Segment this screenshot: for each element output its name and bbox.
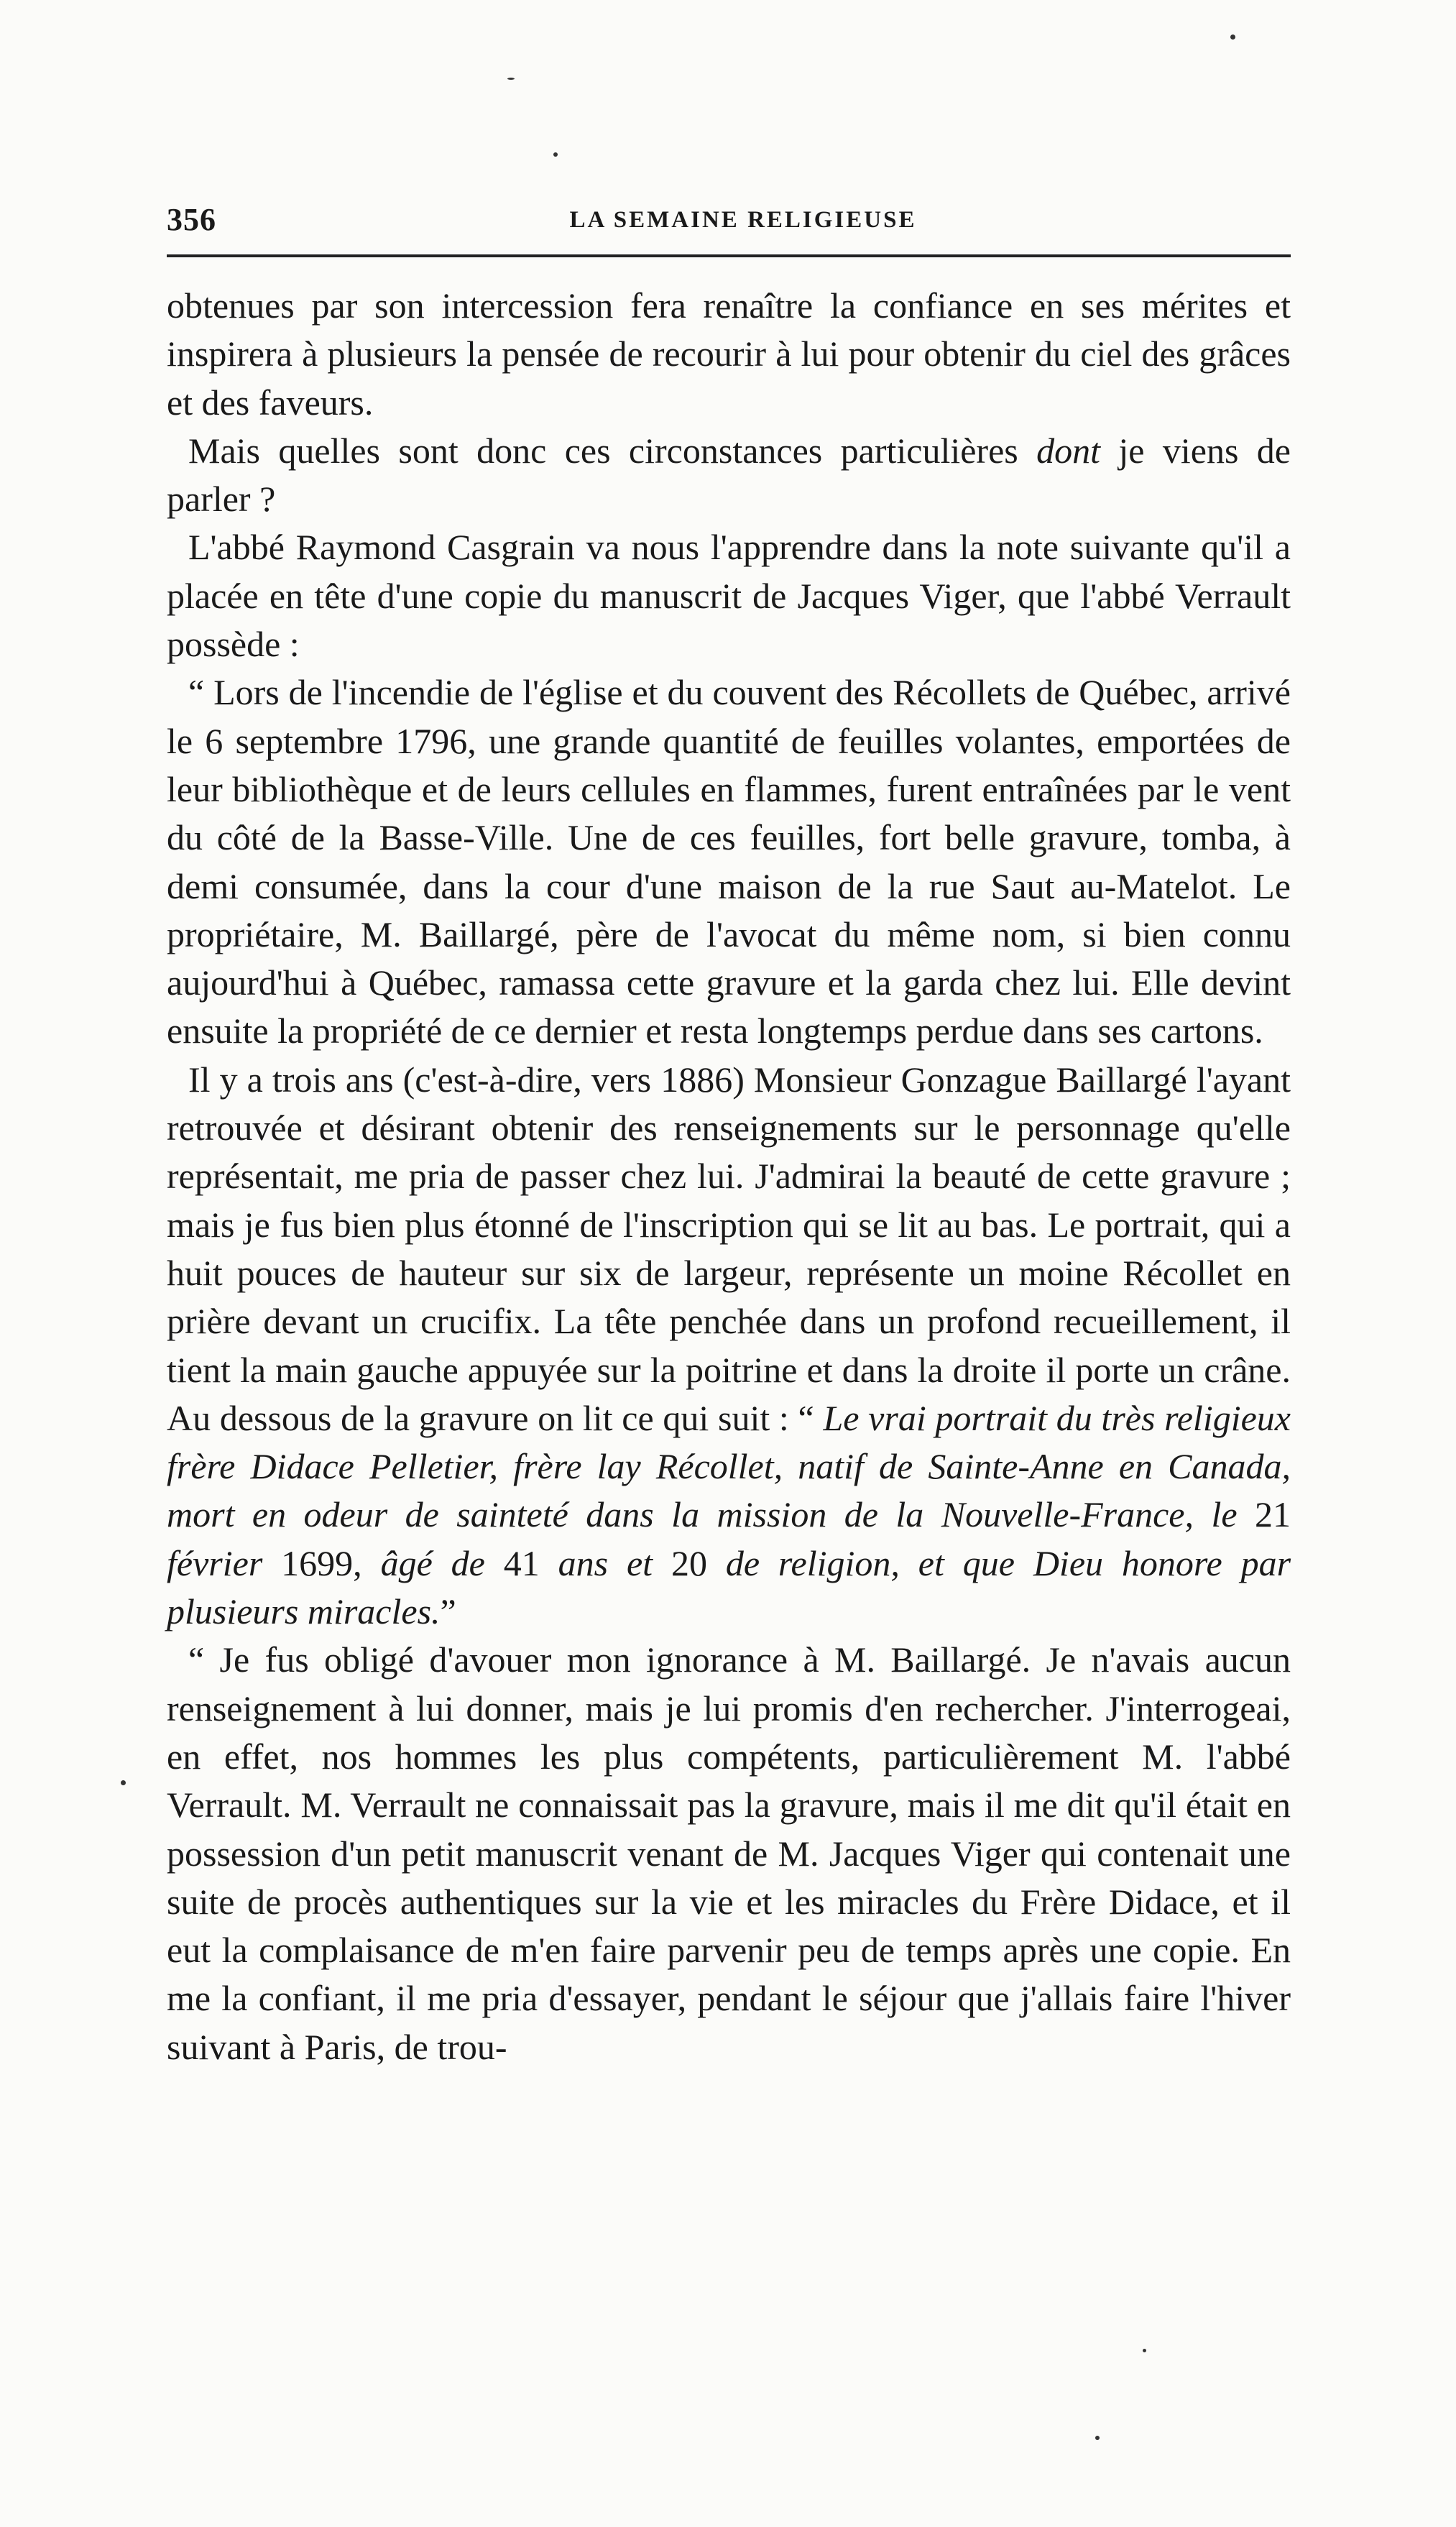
italic-text: de religion, et que Dieu honore par plusieurs miracles. xyxy=(167,1542,1291,1632)
paragraph-text: L'abbé Raymond Casgrain va nous l'apprendre dans la note suivante qu'il a placée en tête d'une copie du manuscrit de Jacques Viger, que l'abbé Verrault possède : xyxy=(167,527,1291,665)
paragraph xyxy=(167,427,1291,524)
page-number: 356 xyxy=(167,202,216,237)
scan-speck xyxy=(553,152,558,157)
paragraph xyxy=(167,1056,1291,1637)
paragraph-text: 41 xyxy=(484,1542,558,1583)
paragraph xyxy=(167,282,1291,427)
paragraph-text: Mais quelles sont donc ces circonstances particulières xyxy=(188,430,1037,471)
paragraph-text: obtenues par son intercession fera renaître la confiance en ses mérites et inspirera à plusieurs la pensée de recourir à lui pour obtenir du ciel des grâces et des faveurs. xyxy=(167,285,1291,423)
paragraph-text: ” xyxy=(440,1591,456,1632)
italic-text: ans et xyxy=(558,1542,653,1583)
paragraph-text: 1699, xyxy=(262,1542,381,1583)
paragraph-text: Il y a trois ans (c'est-à-dire, vers 1886) Monsieur Gonzague Baillargé l'ayant retrouvée et désirant obtenir des renseignements sur le personnage qu'elle représentait, me pria de passer chez lui. J'admirai la beauté de cette gravure ; mais je fus bien plus étonné de l'inscription qui se lit au bas. Le portrait, qui a huit pouces de hauteur sur six de largeur, représente un moine Récollet en prière devant un crucifix. La tête penchée dans un profond recueillement, il tient la main gauche appuyée sur la poitrine et dans la droite il porte un crâne. Au dessous de la gravure on lit ce qui suit : “ xyxy=(167,1059,1291,1438)
paragraph-text: “ Je fus obligé d'avouer mon ignorance à M. Baillargé. Je n'avais aucun renseignement à lui donner, mais je lui promis d'en rechercher. J'interrogeai, en effet, nos hommes les plus compétents, particulièrement M. l'abbé Verrault. M. Verrault ne connaissait pas la gravure, mais il me dit qu'il était en possession d'un petit manuscrit venant de M. Jacques Viger qui contenait une suite de procès authentiques sur la vie et les miracles du Frère Didace, et il eut la complaisance de m'en faire parvenir peu de temps après une copie. En me la confiant, il me pria d'essayer, pendant le séjour que j'allais faire l'hiver suivant à Paris, de trou- xyxy=(167,1639,1291,2067)
scan-speck xyxy=(1095,2436,1100,2440)
paragraph xyxy=(167,1636,1291,2071)
italic-text: février xyxy=(167,1542,263,1583)
book-page xyxy=(167,201,1291,2067)
paragraph-text: 20 xyxy=(653,1542,726,1583)
header-rule xyxy=(167,254,1291,257)
scan-speck xyxy=(1230,34,1235,40)
body-text xyxy=(167,282,1291,2071)
scan-speck xyxy=(507,78,515,80)
paragraph xyxy=(167,523,1291,668)
paragraph-text: je viens de parler ? xyxy=(167,430,1291,520)
page-header xyxy=(167,201,1291,247)
italic-text: dont xyxy=(1036,430,1101,471)
scan-speck xyxy=(1143,2349,1146,2352)
paragraph xyxy=(167,668,1291,1055)
italic-text: âgé de xyxy=(380,1542,485,1583)
paragraph-text: 21 xyxy=(1255,1494,1291,1535)
italic-text: Le vrai portrait du très religieux frère Didace Pelletier, frère lay Récollet, natif de Sainte-Anne en Canada, mort en odeur de sainteté dans la mission de la Nouvelle-France, le xyxy=(167,1397,1291,1535)
paragraph-text: “ Lors de l'incendie de l'église et du couvent des Récollets de Québec, arrivé le 6 septembre 1796, une grande quantité de feuilles volantes, emportées de leur bibliothèque et de leurs cellules en flammes, furent entraînées par le vent du côté de la Basse-Ville. Une de ces feuilles, fort belle gravure, tomba, à demi consumée, dans la cour d'une maison de la rue Saut au-Matelot. Le propriétaire, M. Baillargé, père de l'avocat du même nom, si bien connu aujourd'hui à Québec, ramassa cette gravure et la garda chez lui. Elle devint ensuite la propriété de ce dernier et resta longtemps perdue dans ses cartons. xyxy=(167,672,1291,1051)
scan-speck xyxy=(121,1780,126,1785)
running-head: LA SEMAINE RELIGIEUSE xyxy=(569,207,917,233)
